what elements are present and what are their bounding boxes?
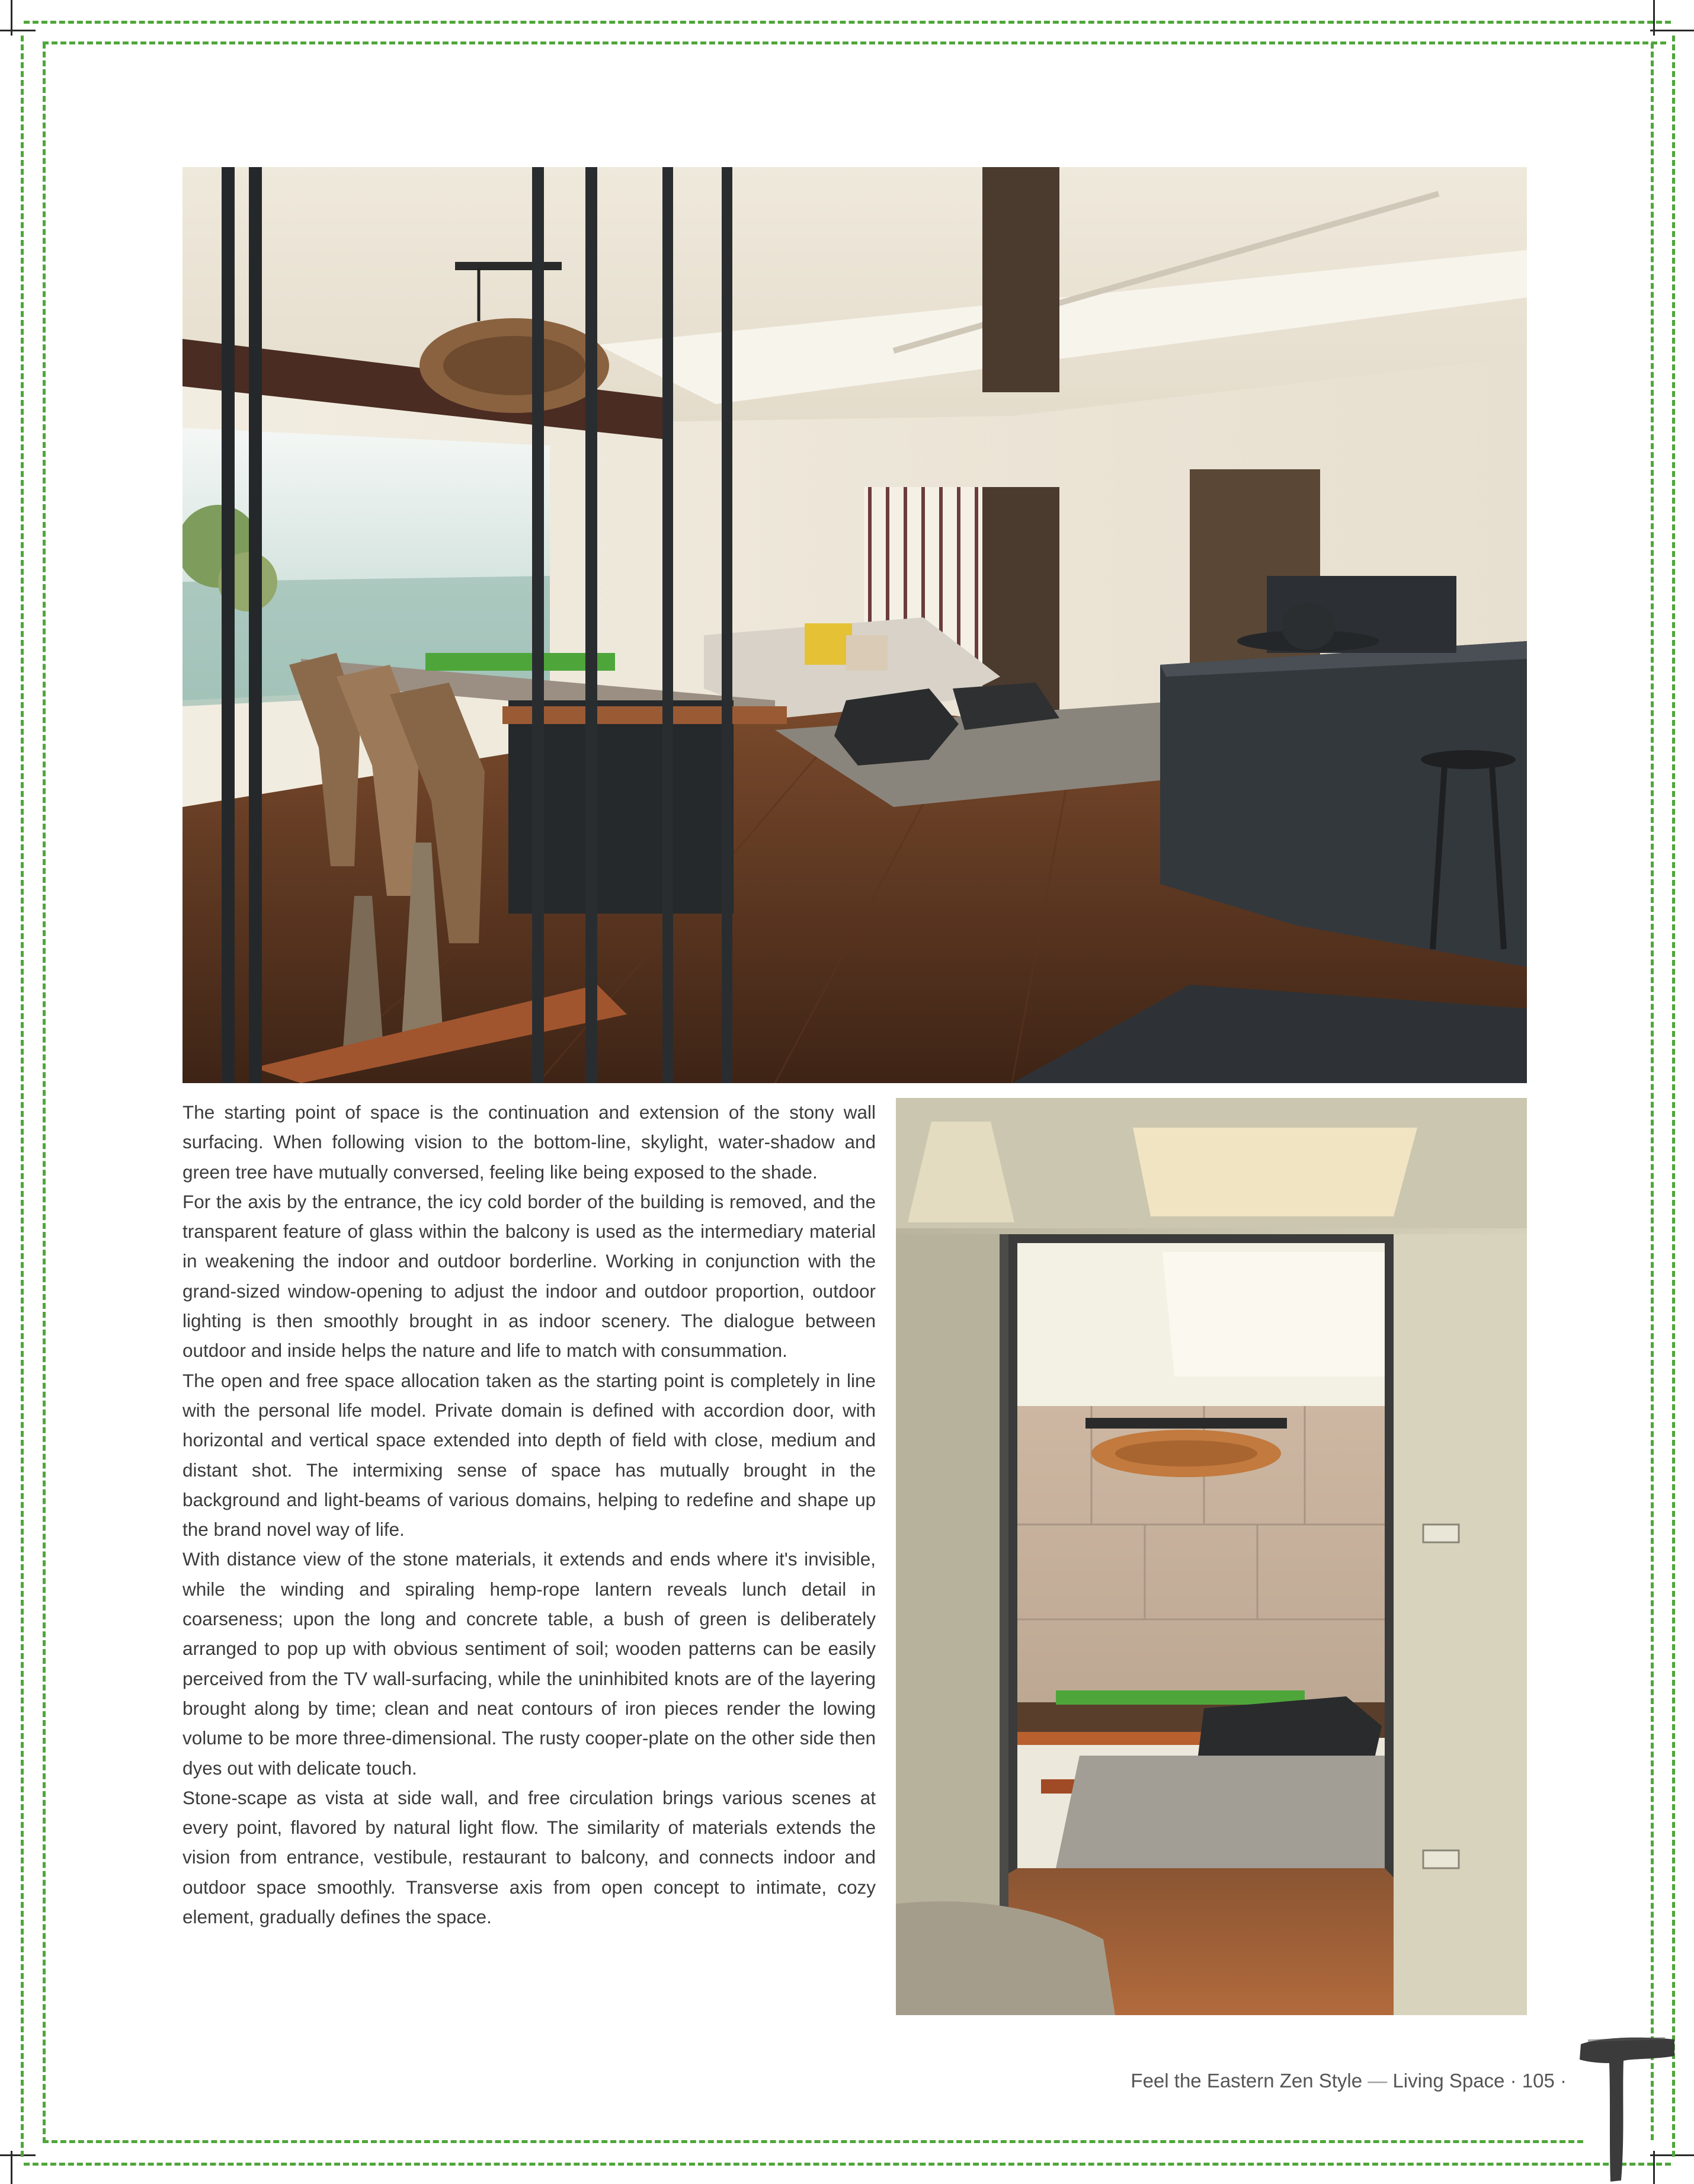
footer-bullet: · [1510,2070,1517,2092]
living-room-photo [182,167,1527,1083]
paragraph-3: The open and free space allocation taken as the starting point is completely in line with the personal life model. Private domain is defined with accordion door, with horizontal and vertical space extended into depth of field with close, medium and distant shot. The intermixing sense of space has mutually brought in the background and light-beams of various domains, helping to redefine and shape up the brand novel way of life. [182,1369,876,1541]
paragraph-2: For the axis by the entrance, the icy cold border of the building is removed, and the transparent feature of glass within the balcony is used as the intermediary material in weakening the indoor and outdoor borderline. Working in conjunction with the grand-sized window-opening to adjust the indoor and outdoor proportion, outdoor lighting is then smoothly brought in as indoor scenery. The dialogue between outdoor and inside helps the nature and life to match with consummation. [182,1190,876,1362]
paragraph-5: Stone-scape as vista at side wall, and free circulation brings various scenes at every point, flavored by natural light flow. The similarity of materials extends the vision from entrance, vestibule, restaurant to balcony, and connects indoor and outdoor space smoothly. Transverse axis from open concept to intimate, cozy element, gradually defines the space. [182,1786,876,1928]
footer-book-title: Feel the Eastern Zen Style [1131,2070,1363,2092]
page-footer [1131,2070,1567,2092]
footer-bullet-end: · [1560,2070,1567,2092]
frame-bottom-outer [24,2163,1671,2166]
crop-mark-top-right-h [1650,30,1694,31]
paragraph-4: With distance view of the stone materials, it extends and ends where it's invisible, while the winding and spiraling hemp-rope lantern reveals lunch detail in coarseness; upon the long and concrete table, a bush of green is deliberately arranged to pop up with obvious sentiment of soil; wooden patterns can be easily perceived from the TV wall-surfacing, while the uninhibited knots are of the layering brought along by time; clean and neat contours of iron pieces render the lowing volume to be more three-dimensional. The rusty cooper-plate on the other side then dyes out with delicate touch. [182,1548,876,1779]
frame-right-inner [1651,43,1654,2140]
footer-section: Living Space [1392,2070,1505,2092]
crop-mark-top-left-h [0,30,36,31]
doorway-illustration [896,1098,1527,2015]
page-number: 105 [1522,2070,1555,2092]
paragraph-1: The starting point of space is the continuation and extension of the stony wall surfacing. When following vision to the bottom-line, skylight, water-shadow and green tree have mutually conversed, feeling like being exposed to the shade. [182,1101,876,1183]
crop-mark-bottom-left-h [0,2154,36,2156]
frame-right-outer [1672,36,1675,2157]
frame-top-inner [43,41,1666,44]
doorway-view-photo [896,1098,1527,2015]
article-body [182,1097,876,1932]
footer-separator: — [1368,2070,1388,2092]
frame-left-inner [43,43,46,2143]
frame-top-outer [24,21,1671,24]
frame-left-outer [21,36,24,2157]
living-room-illustration [182,167,1527,1083]
brush-stroke-ornament [1576,2032,1677,2184]
frame-bottom-inner [43,2140,1583,2143]
